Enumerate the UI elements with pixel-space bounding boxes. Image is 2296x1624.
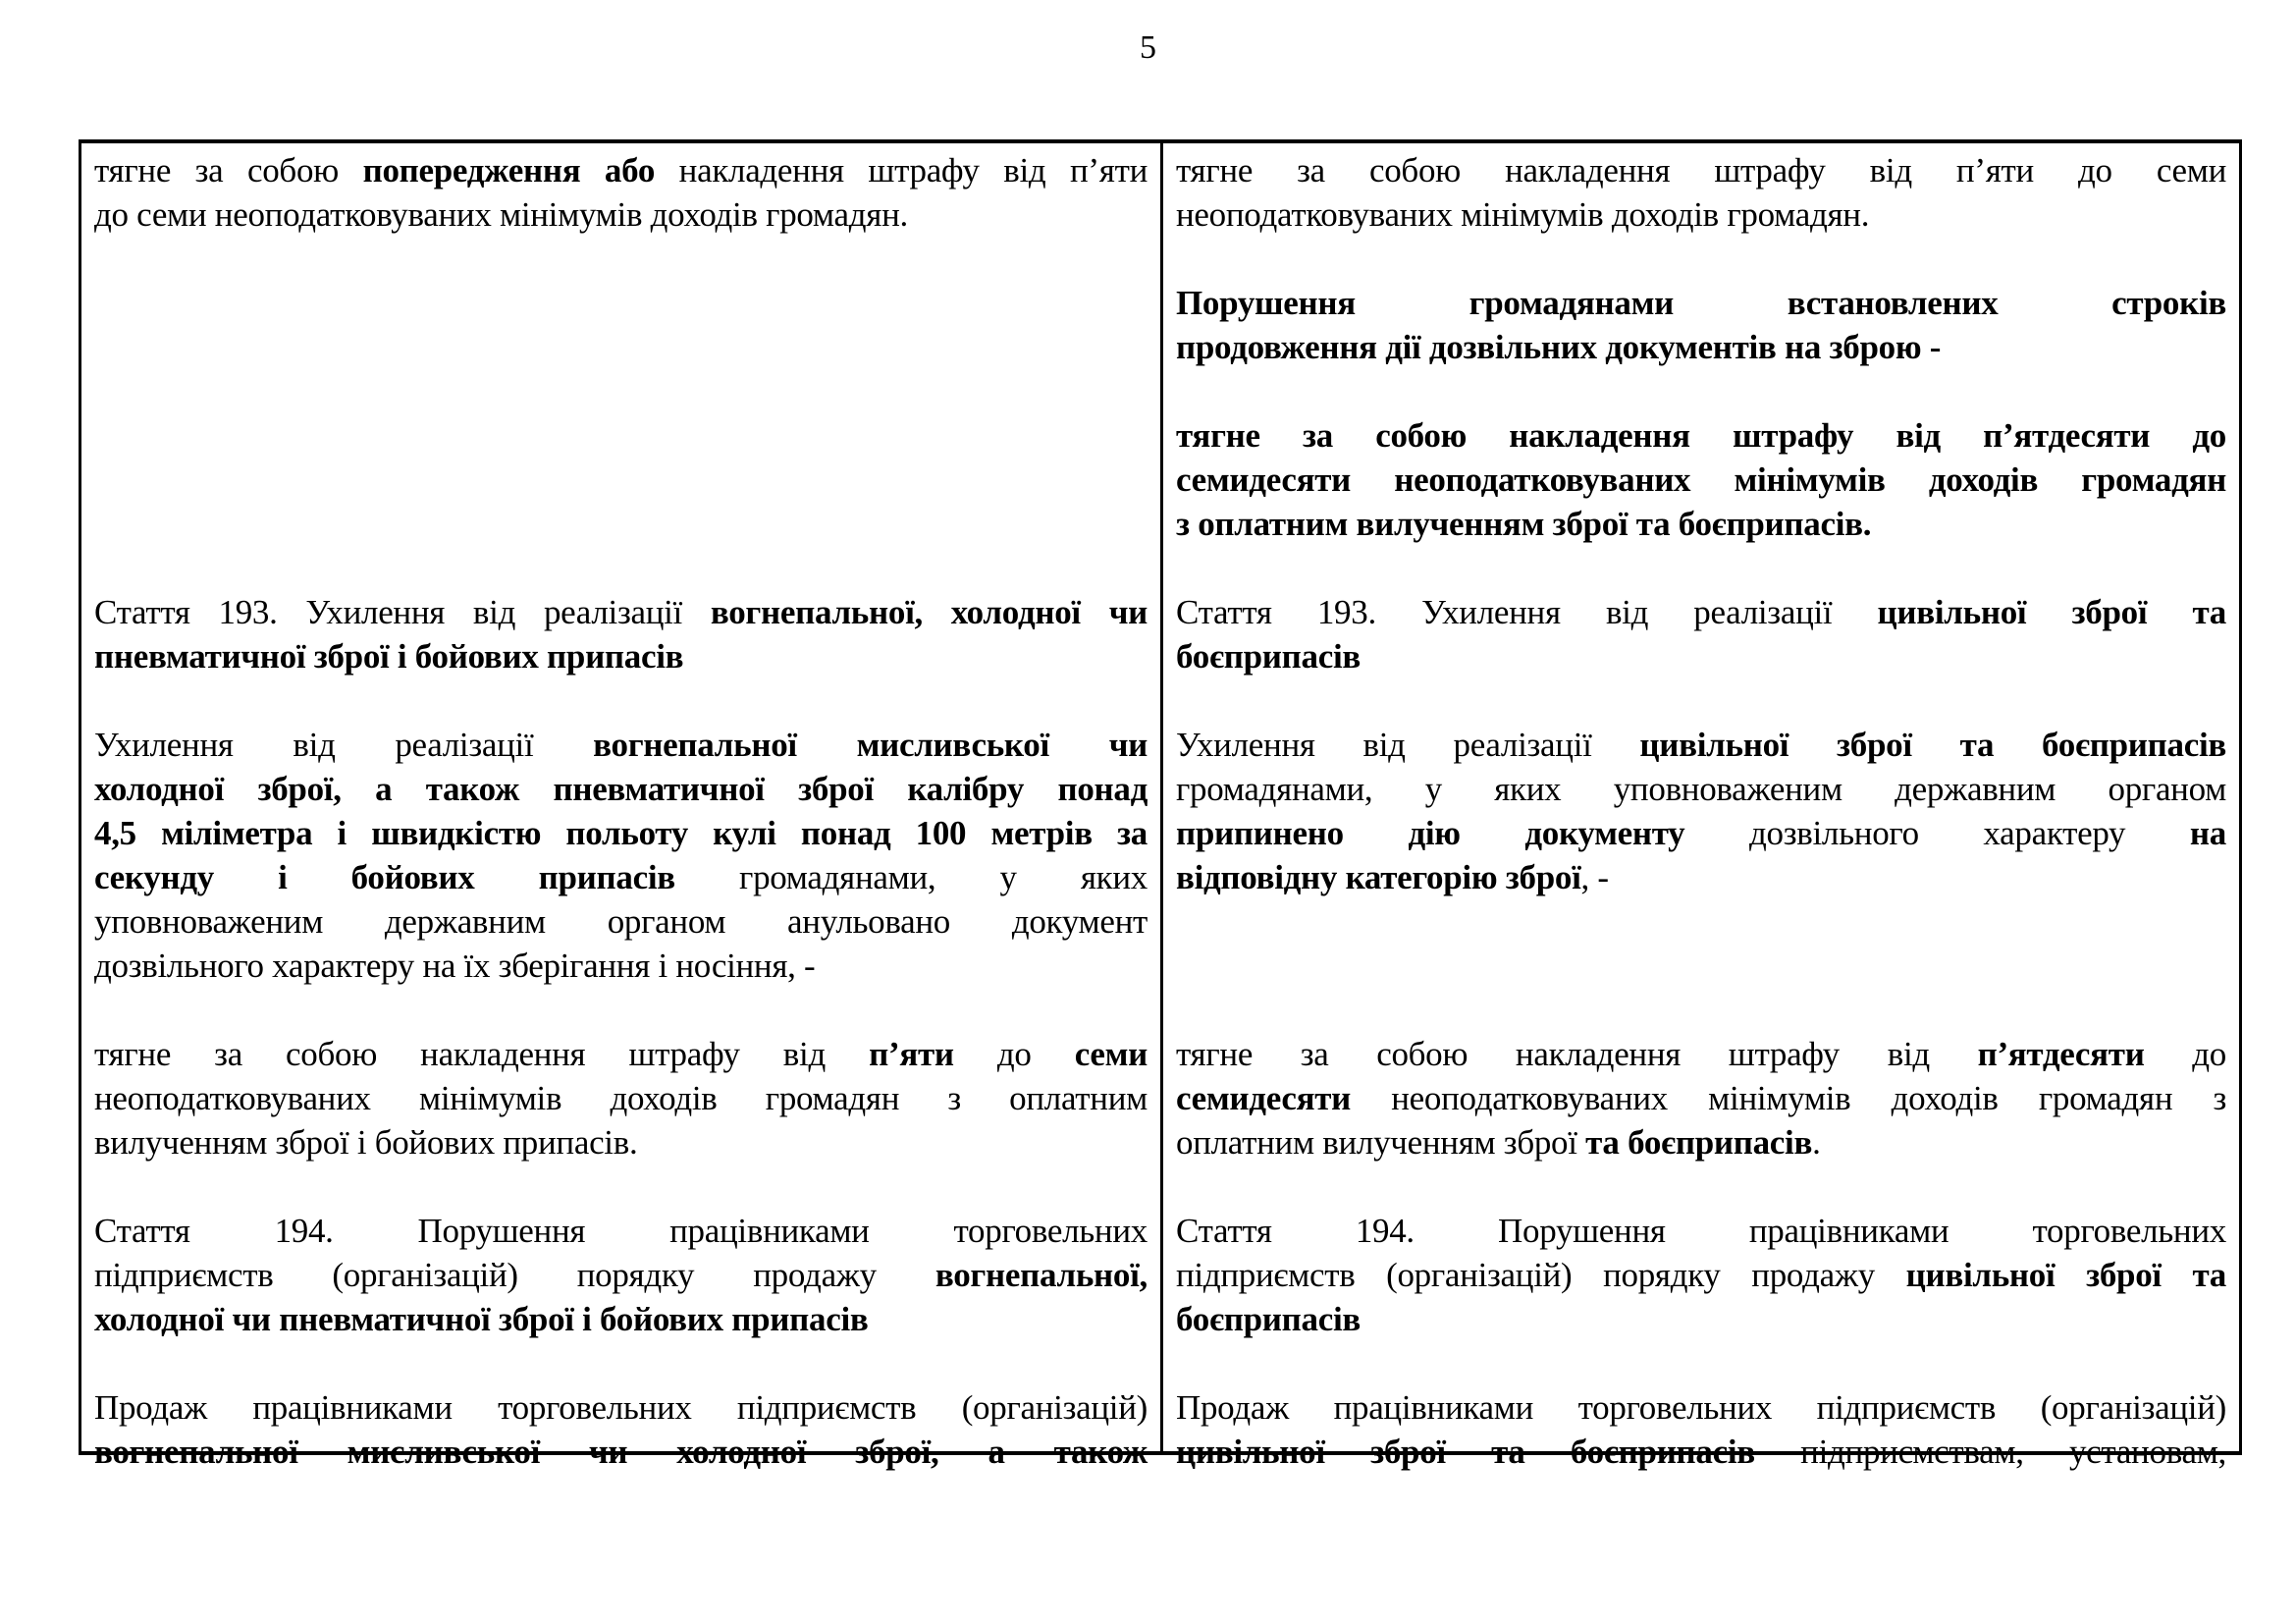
blank-line xyxy=(94,502,1148,546)
bold-text-segment: цивільної зброї та боєприпасів xyxy=(1176,1433,1755,1471)
blank-line xyxy=(94,325,1148,369)
text-line xyxy=(94,899,1148,944)
text-line xyxy=(1176,281,2226,325)
blank-line xyxy=(94,369,1148,413)
bold-text-segment: п’ятдесяти xyxy=(1977,1035,2145,1073)
blank-line xyxy=(1176,546,2226,590)
text-segment: Продаж працівниками торговельних підприємств (організацій) xyxy=(94,1388,1148,1427)
blank-line xyxy=(94,546,1148,590)
text-line xyxy=(1176,458,2226,502)
text-line xyxy=(1176,1120,2226,1164)
text-line xyxy=(1176,590,2226,634)
bold-text-segment: тягне за собою накладення штрафу від п’ятдесяти до xyxy=(1176,416,2226,455)
text-segment: підприємств (організацій) порядку продажу xyxy=(94,1256,935,1294)
text-segment: накладення штрафу від п’яти xyxy=(655,151,1148,189)
blank-line xyxy=(1176,369,2226,413)
text-segment: підприємствам, установам, xyxy=(1754,1433,2226,1471)
text-segment: . xyxy=(1812,1123,1821,1162)
bold-text-segment: цивільної зброї та боєприпасів xyxy=(1639,726,2226,764)
text-segment: Продаж працівниками торговельних підприємств (організацій) xyxy=(1176,1388,2226,1427)
text-segment: Ухилення від реалізації xyxy=(1176,726,1640,764)
bold-text-segment: боєприпасів xyxy=(1176,1300,1361,1338)
text-line xyxy=(94,590,1148,634)
text-line xyxy=(1176,634,2226,678)
blank-line xyxy=(94,1341,1148,1385)
text-line xyxy=(94,855,1148,899)
page-number: 5 xyxy=(1140,29,1156,66)
blank-line xyxy=(1176,237,2226,281)
bold-text-segment: припинено дію документу xyxy=(1176,814,1685,852)
text-line xyxy=(94,148,1148,192)
bold-text-segment: вогнепальної мисливської чи холодної зброї, а також xyxy=(94,1433,1148,1471)
bold-text-segment: вогнепальної, xyxy=(934,1256,1148,1294)
bold-text-segment: 4,5 міліметра і швидкістю польоту кулі понад 100 метрів за xyxy=(94,814,1148,852)
text-line xyxy=(1176,1253,2226,1297)
bold-text-segment: семи xyxy=(1074,1035,1148,1073)
blank-line xyxy=(1176,678,2226,723)
blank-line xyxy=(1176,944,2226,988)
text-line xyxy=(1176,1385,2226,1430)
bold-text-segment: пневматичної зброї і бойових припасів xyxy=(94,637,684,676)
text-segment: неоподатковуваних мінімумів доходів громадян з xyxy=(1351,1079,2226,1117)
bold-text-segment: холодної чи пневматичної зброї і бойових припасів xyxy=(94,1300,869,1338)
text-segment: оплатним вилученням зброї xyxy=(1176,1123,1586,1162)
blank-line xyxy=(1176,899,2226,944)
blank-line xyxy=(1176,1341,2226,1385)
text-segment: неоподатковуваних мінімумів доходів громадян. xyxy=(1176,195,1870,234)
bold-text-segment: відповідну категорію зброї xyxy=(1176,858,1581,896)
blank-line xyxy=(94,1164,1148,1209)
bold-text-segment: вогнепальної мисливської чи xyxy=(593,726,1148,764)
text-line xyxy=(94,1385,1148,1430)
text-segment: тягне за собою накладення штрафу від xyxy=(94,1035,870,1073)
blank-line xyxy=(94,988,1148,1032)
text-segment: громадянами, у яких xyxy=(674,858,1148,896)
blank-line xyxy=(1176,1164,2226,1209)
text-line xyxy=(1176,1032,2226,1076)
text-segment: тягне за собою накладення штрафу від п’яти до семи xyxy=(1176,151,2226,189)
text-line xyxy=(1176,148,2226,192)
text-line xyxy=(94,634,1148,678)
text-line xyxy=(94,1209,1148,1253)
bold-text-segment: з оплатним вилученням зброї та боєприпасів. xyxy=(1176,505,1872,543)
blank-line xyxy=(94,237,1148,281)
text-segment: Ухилення від реалізації xyxy=(94,726,594,764)
text-line xyxy=(1176,1297,2226,1341)
comparison-table xyxy=(79,139,2242,1471)
text-segment: , - xyxy=(1580,858,1609,896)
text-line xyxy=(94,1297,1148,1341)
text-line xyxy=(94,1032,1148,1076)
old-version-column-cell xyxy=(81,143,1160,1471)
text-line xyxy=(1176,1076,2226,1120)
bold-text-segment: вогнепальної, холодної чи xyxy=(710,593,1148,631)
bold-text-segment: продовження дії дозвільних документів на зброю - xyxy=(1176,328,1942,366)
text-segment: громадянами, у яких уповноваженим державним органом xyxy=(1176,770,2226,808)
text-segment: неоподатковуваних мінімумів доходів громадян з оплатним xyxy=(94,1079,1148,1117)
bold-text-segment: цивільної зброї та xyxy=(1877,593,2226,631)
text-segment: до семи неоподатковуваних мінімумів доходів громадян. xyxy=(94,195,908,234)
text-line xyxy=(1176,723,2226,767)
text-line xyxy=(94,767,1148,811)
bold-text-segment: п’яти xyxy=(869,1035,954,1073)
new-version-column-cell xyxy=(1160,143,2239,1471)
text-line xyxy=(1176,811,2226,855)
bold-text-segment: Порушення громадянами встановлених строків xyxy=(1176,284,2226,322)
bold-text-segment: секунду і бойових припасів xyxy=(94,858,675,896)
text-segment: вилученням зброї і бойових припасів. xyxy=(94,1123,638,1162)
bold-text-segment: та боєприпасів xyxy=(1585,1123,1813,1162)
text-segment: тягне за собою xyxy=(94,151,363,189)
blank-line xyxy=(94,678,1148,723)
text-line xyxy=(1176,767,2226,811)
text-line xyxy=(94,944,1148,988)
text-segment: до xyxy=(953,1035,1075,1073)
bold-text-segment: на xyxy=(2189,814,2226,852)
text-line xyxy=(94,1430,1148,1474)
bold-text-segment: боєприпасів xyxy=(1176,637,1361,676)
text-segment: підприємств (організацій) порядку продажу xyxy=(1176,1256,1906,1294)
text-line xyxy=(94,192,1148,237)
text-line xyxy=(94,1253,1148,1297)
text-line xyxy=(1176,325,2226,369)
text-segment: дозвільного характеру на їх зберігання і носіння, - xyxy=(94,947,816,985)
text-line xyxy=(1176,413,2226,458)
text-segment: тягне за собою накладення штрафу від xyxy=(1176,1035,1978,1073)
text-segment: Стаття 193. Ухилення від реалізації xyxy=(1176,593,1878,631)
bold-text-segment: цивільної зброї та xyxy=(1905,1256,2227,1294)
text-line xyxy=(94,723,1148,767)
blank-line xyxy=(1176,988,2226,1032)
text-line xyxy=(1176,855,2226,899)
blank-line xyxy=(94,413,1148,458)
text-line xyxy=(1176,1430,2226,1474)
text-line xyxy=(1176,502,2226,546)
bold-text-segment: семидесяти неоподатковуваних мінімумів доходів громадян xyxy=(1176,460,2226,499)
text-line xyxy=(94,811,1148,855)
bold-text-segment: семидесяти xyxy=(1176,1079,1351,1117)
text-line xyxy=(1176,192,2226,237)
text-segment: уповноваженим державним органом анульовано документ xyxy=(94,902,1148,941)
text-segment: Стаття 193. Ухилення від реалізації xyxy=(94,593,711,631)
text-segment: Стаття 194. Порушення працівниками торговельних xyxy=(94,1212,1148,1250)
bold-text-segment: попередження або xyxy=(362,151,656,189)
text-line xyxy=(94,1120,1148,1164)
blank-line xyxy=(94,458,1148,502)
text-line xyxy=(1176,1209,2226,1253)
blank-line xyxy=(94,281,1148,325)
text-segment: Стаття 194. Порушення працівниками торговельних xyxy=(1176,1212,2226,1250)
bold-text-segment: холодної зброї, а також пневматичної зброї калібру понад xyxy=(94,770,1148,808)
text-segment: до xyxy=(2144,1035,2226,1073)
text-segment: дозвільного характеру xyxy=(1684,814,2190,852)
text-line xyxy=(94,1076,1148,1120)
